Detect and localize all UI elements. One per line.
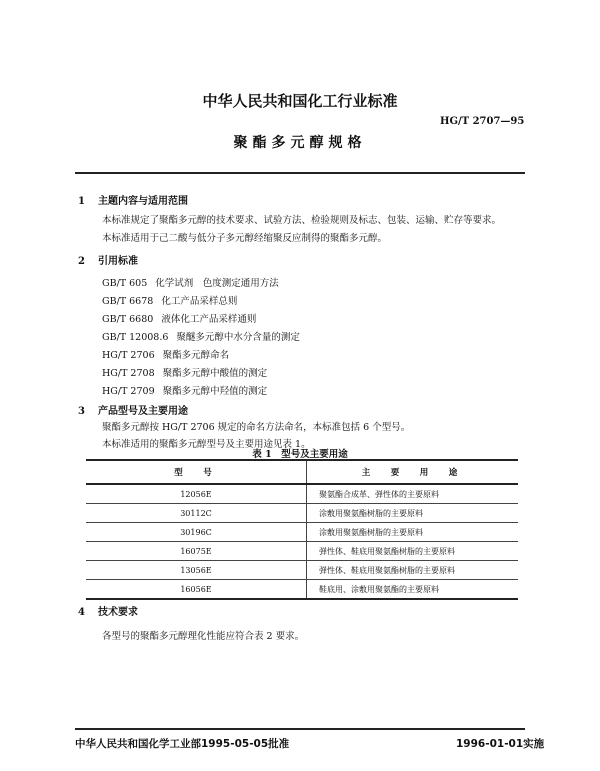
section-4-number: 4 [78, 607, 85, 618]
section-4-title: 技术要求 [98, 607, 138, 618]
reference-name: 化工产品采样总则 [161, 296, 238, 307]
table-row [86, 542, 518, 561]
section-4-paragraph-1: 各型号的聚酯多元醇理化性能应符合表 2 要求。 [102, 631, 305, 642]
reference-code: HG/T 2706 [102, 350, 155, 361]
table-1 [86, 459, 518, 600]
header-divider [75, 172, 525, 174]
reference-code: GB/T 12008.6 [102, 332, 169, 343]
reference-code: HG/T 2708 [102, 368, 155, 379]
standard-organization: 中华人民共和国化工行业标准 [202, 92, 398, 110]
cell-model: 12056E [86, 484, 307, 504]
section-3-number: 3 [78, 406, 85, 417]
section-1-heading [78, 192, 188, 207]
cell-use: 涂敷用聚氨酯树脂的主要原料 [307, 504, 519, 523]
table-row [86, 523, 518, 542]
cell-model: 16075E [86, 542, 307, 561]
reference-name: 聚酯多元醇命名 [162, 350, 230, 361]
reference-code: GB/T 605 [102, 278, 148, 289]
cell-use: 聚氨酯合成革、弹性体的主要原料 [307, 484, 519, 504]
section-1-paragraph-2: 本标准适用于己二酸与低分子多元醇经缩聚反应制得的聚酯多元醇。 [102, 233, 388, 244]
reference-item [102, 275, 279, 289]
table-row [86, 504, 518, 523]
reference-code: GB/T 6680 [102, 314, 154, 325]
table-row [86, 580, 518, 600]
footer-divider [75, 728, 525, 730]
table-row [86, 484, 518, 504]
section-1-title: 主题内容与适用范围 [98, 196, 188, 207]
reference-code: HG/T 2709 [102, 386, 155, 397]
cell-model: 30196C [86, 523, 307, 542]
section-2-number: 2 [78, 256, 85, 267]
section-4-heading [78, 603, 138, 618]
reference-item [102, 311, 256, 325]
reference-name: 聚醚多元醇中水分含量的测定 [176, 332, 300, 343]
reference-item [102, 365, 267, 379]
reference-code: GB/T 6678 [102, 296, 154, 307]
section-3-paragraph-2: 本标准适用的聚酯多元醇型号及主要用途见表 1。 [102, 439, 311, 450]
header-main-use: 主 要 用 途 [307, 460, 519, 484]
reference-item [102, 329, 300, 343]
reference-name: 聚酯多元醇中羟值的测定 [162, 386, 268, 397]
section-2-heading [78, 252, 138, 267]
cell-use: 鞋底用、涂敷用聚氨酯的主要原料 [307, 580, 519, 600]
section-1-paragraph-1: 本标准规定了聚酯多元醇的技术要求、试验方法、检验规则及标志、包装、运输、贮存等要求。 [102, 215, 502, 226]
reference-item [102, 293, 237, 307]
document-title: 聚酯多元醇规格 [233, 135, 367, 151]
section-1-number: 1 [78, 196, 85, 207]
reference-name: 聚酯多元醇中酸值的测定 [162, 368, 268, 379]
reference-name: 化学试剂 色度测定通用方法 [155, 278, 279, 289]
section-3-paragraph-1: 聚酯多元醇按 HG/T 2706 规定的命名方法命名，本标准包括 6 个型号。 [102, 422, 411, 433]
table-header-row [86, 460, 518, 484]
cell-use: 弹性体、鞋底用聚氨酯树脂的主要原料 [307, 542, 519, 561]
cell-model: 16056E [86, 580, 307, 600]
document-code: HG/T 2707—95 [440, 116, 525, 127]
reference-name: 液体化工产品采样通则 [161, 314, 257, 325]
cell-use: 涂敷用聚氨酯树脂的主要原料 [307, 523, 519, 542]
implementation-date: 1996-01-01实施 [456, 738, 545, 750]
section-2-title: 引用标准 [98, 256, 138, 267]
header-model: 型 号 [86, 460, 307, 484]
reference-item [102, 347, 229, 361]
cell-use: 弹性体、鞋底用聚氨酯树脂的主要原料 [307, 561, 519, 580]
cell-model: 30112C [86, 504, 307, 523]
section-3-heading [78, 402, 188, 417]
cell-model: 13056E [86, 561, 307, 580]
table-row [86, 561, 518, 580]
section-3-title: 产品型号及主要用途 [98, 406, 188, 417]
reference-item [102, 383, 267, 397]
table-1-caption: 表 1 型号及主要用途 [252, 449, 348, 460]
approval-line: 中华人民共和国化学工业部1995-05-05批准 [75, 738, 290, 750]
